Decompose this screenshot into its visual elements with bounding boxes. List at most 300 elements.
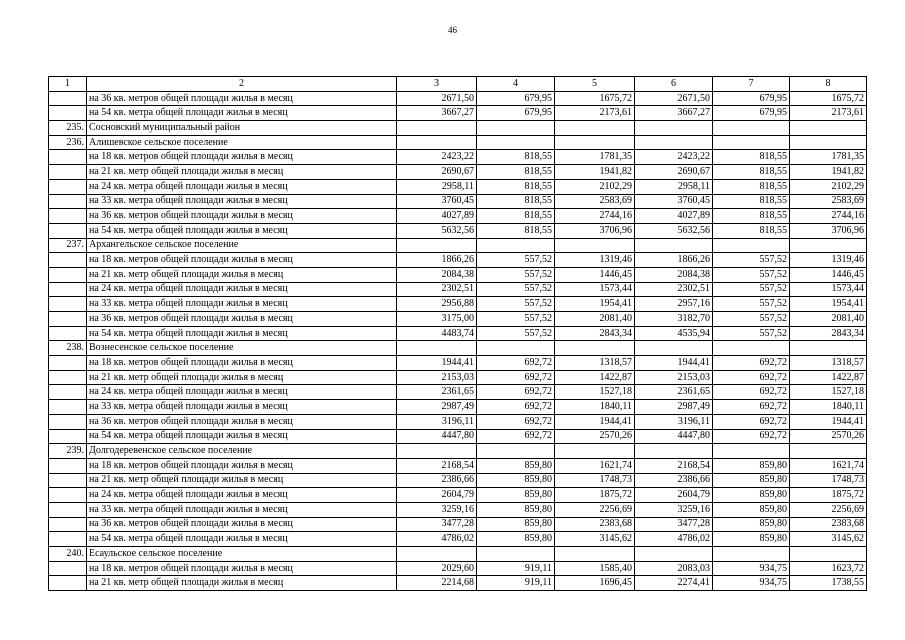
table-section-row bbox=[49, 238, 867, 253]
value-cell-col-4: 859,80 bbox=[477, 458, 555, 473]
row-number-cell bbox=[49, 532, 87, 547]
row-description-cell: на 54 кв. метра общей площади жилья в месяц bbox=[87, 532, 397, 547]
value-cell-col-6: 2958,11 bbox=[635, 179, 713, 194]
row-number-cell bbox=[49, 429, 87, 444]
row-number-cell bbox=[49, 282, 87, 297]
value-cell-col-3 bbox=[397, 135, 477, 150]
table-row bbox=[49, 473, 867, 488]
value-cell-col-5: 2583,69 bbox=[555, 194, 635, 209]
value-cell-col-6: 2274,41 bbox=[635, 576, 713, 591]
value-cell-col-3: 2153,03 bbox=[397, 370, 477, 385]
value-cell-col-7: 692,72 bbox=[713, 414, 790, 429]
row-number-cell bbox=[49, 150, 87, 165]
row-description-cell: на 21 кв. метр общей площади жилья в месяц bbox=[87, 267, 397, 282]
value-cell-col-6: 2987,49 bbox=[635, 400, 713, 415]
value-cell-col-4: 818,55 bbox=[477, 223, 555, 238]
value-cell-col-3: 3175,00 bbox=[397, 312, 477, 327]
value-cell-col-6 bbox=[635, 547, 713, 562]
row-number-cell bbox=[49, 370, 87, 385]
value-cell-col-4 bbox=[477, 121, 555, 136]
value-cell-col-3: 2671,50 bbox=[397, 91, 477, 106]
row-number-cell bbox=[49, 517, 87, 532]
row-description-cell: на 18 кв. метров общей площади жилья в месяц bbox=[87, 458, 397, 473]
value-cell-col-3: 2302,51 bbox=[397, 282, 477, 297]
value-cell-col-3: 1944,41 bbox=[397, 356, 477, 371]
value-cell-col-7: 859,80 bbox=[713, 517, 790, 532]
row-description-cell: на 18 кв. метров общей площади жилья в месяц bbox=[87, 150, 397, 165]
value-cell-col-7: 934,75 bbox=[713, 576, 790, 591]
row-number-cell bbox=[49, 488, 87, 503]
value-cell-col-8: 1840,11 bbox=[790, 400, 867, 415]
value-cell-col-4: 818,55 bbox=[477, 209, 555, 224]
value-cell-col-3 bbox=[397, 238, 477, 253]
row-number-cell bbox=[49, 297, 87, 312]
value-cell-col-7 bbox=[713, 547, 790, 562]
table-row bbox=[49, 561, 867, 576]
value-cell-col-8: 1318,57 bbox=[790, 356, 867, 371]
table-row bbox=[49, 532, 867, 547]
value-cell-col-5: 2256,69 bbox=[555, 502, 635, 517]
row-number-cell: 235. bbox=[49, 121, 87, 136]
value-cell-col-3: 2361,65 bbox=[397, 385, 477, 400]
row-number-cell bbox=[49, 473, 87, 488]
row-description-cell: на 36 кв. метров общей площади жилья в месяц bbox=[87, 91, 397, 106]
value-cell-col-3: 3477,28 bbox=[397, 517, 477, 532]
value-cell-col-4 bbox=[477, 444, 555, 459]
value-cell-col-8: 1446,45 bbox=[790, 267, 867, 282]
value-cell-col-4: 557,52 bbox=[477, 297, 555, 312]
value-cell-col-7: 692,72 bbox=[713, 429, 790, 444]
row-number-cell bbox=[49, 326, 87, 341]
value-cell-col-4: 557,52 bbox=[477, 253, 555, 268]
value-cell-col-7 bbox=[713, 121, 790, 136]
row-description-cell: на 33 кв. метра общей площади жилья в месяц bbox=[87, 194, 397, 209]
column-header-4: 4 bbox=[477, 77, 555, 92]
value-cell-col-5: 1675,72 bbox=[555, 91, 635, 106]
value-cell-col-7: 859,80 bbox=[713, 488, 790, 503]
value-cell-col-7: 557,52 bbox=[713, 253, 790, 268]
value-cell-col-5: 1840,11 bbox=[555, 400, 635, 415]
value-cell-col-6: 5632,56 bbox=[635, 223, 713, 238]
table-row bbox=[49, 429, 867, 444]
value-cell-col-8: 1954,41 bbox=[790, 297, 867, 312]
value-cell-col-4: 679,95 bbox=[477, 91, 555, 106]
value-cell-col-3: 5632,56 bbox=[397, 223, 477, 238]
value-cell-col-6: 4786,02 bbox=[635, 532, 713, 547]
value-cell-col-3: 3196,11 bbox=[397, 414, 477, 429]
value-cell-col-4: 692,72 bbox=[477, 414, 555, 429]
value-cell-col-4: 557,52 bbox=[477, 282, 555, 297]
value-cell-col-5: 2744,16 bbox=[555, 209, 635, 224]
value-cell-col-3 bbox=[397, 444, 477, 459]
row-description-cell: на 54 кв. метра общей площади жилья в месяц bbox=[87, 429, 397, 444]
row-description-cell: на 18 кв. метров общей площади жилья в месяц bbox=[87, 356, 397, 371]
value-cell-col-7 bbox=[713, 135, 790, 150]
row-number-cell bbox=[49, 179, 87, 194]
row-number-cell bbox=[49, 194, 87, 209]
value-cell-col-7 bbox=[713, 341, 790, 356]
value-cell-col-3: 3259,16 bbox=[397, 502, 477, 517]
table-row bbox=[49, 150, 867, 165]
value-cell-col-8: 2102,29 bbox=[790, 179, 867, 194]
value-cell-col-7: 818,55 bbox=[713, 150, 790, 165]
row-description-cell: Долгодеревенское сельское поселение bbox=[87, 444, 397, 459]
row-description-cell: на 24 кв. метра общей площади жилья в месяц bbox=[87, 385, 397, 400]
page-number: 46 bbox=[448, 25, 457, 35]
value-cell-col-8: 2383,68 bbox=[790, 517, 867, 532]
value-cell-col-6 bbox=[635, 135, 713, 150]
row-number-cell bbox=[49, 91, 87, 106]
value-cell-col-6: 2690,67 bbox=[635, 165, 713, 180]
row-number-cell bbox=[49, 267, 87, 282]
value-cell-col-6 bbox=[635, 444, 713, 459]
value-cell-col-6: 2084,38 bbox=[635, 267, 713, 282]
value-cell-col-8 bbox=[790, 547, 867, 562]
value-cell-col-6: 2386,66 bbox=[635, 473, 713, 488]
value-cell-col-5: 1954,41 bbox=[555, 297, 635, 312]
value-cell-col-8: 1422,87 bbox=[790, 370, 867, 385]
value-cell-col-4: 818,55 bbox=[477, 179, 555, 194]
value-cell-col-5: 2383,68 bbox=[555, 517, 635, 532]
value-cell-col-7: 692,72 bbox=[713, 400, 790, 415]
table-row bbox=[49, 370, 867, 385]
value-cell-col-6: 2361,65 bbox=[635, 385, 713, 400]
value-cell-col-3: 3667,27 bbox=[397, 106, 477, 121]
row-number-cell bbox=[49, 106, 87, 121]
value-cell-col-6: 2671,50 bbox=[635, 91, 713, 106]
row-description-cell: на 36 кв. метров общей площади жилья в месяц bbox=[87, 209, 397, 224]
value-cell-col-4 bbox=[477, 341, 555, 356]
value-cell-col-3 bbox=[397, 121, 477, 136]
value-cell-col-4: 859,80 bbox=[477, 488, 555, 503]
row-description-cell: на 18 кв. метров общей площади жилья в месяц bbox=[87, 253, 397, 268]
value-cell-col-3: 4027,89 bbox=[397, 209, 477, 224]
value-cell-col-4: 692,72 bbox=[477, 385, 555, 400]
tariff-table bbox=[48, 76, 867, 591]
value-cell-col-5 bbox=[555, 547, 635, 562]
row-description-cell: Алишевское сельское поселение bbox=[87, 135, 397, 150]
value-cell-col-6 bbox=[635, 238, 713, 253]
table-section-row bbox=[49, 341, 867, 356]
row-number-cell bbox=[49, 385, 87, 400]
column-header-1: 1 bbox=[49, 77, 87, 92]
row-number-cell: 237. bbox=[49, 238, 87, 253]
value-cell-col-5 bbox=[555, 444, 635, 459]
value-cell-col-8: 1621,74 bbox=[790, 458, 867, 473]
value-cell-col-4 bbox=[477, 547, 555, 562]
value-cell-col-4: 692,72 bbox=[477, 429, 555, 444]
value-cell-col-6: 3196,11 bbox=[635, 414, 713, 429]
value-cell-col-5: 1944,41 bbox=[555, 414, 635, 429]
value-cell-col-3: 2958,11 bbox=[397, 179, 477, 194]
row-description-cell: на 18 кв. метров общей площади жилья в месяц bbox=[87, 561, 397, 576]
value-cell-col-3: 2084,38 bbox=[397, 267, 477, 282]
value-cell-col-3 bbox=[397, 547, 477, 562]
value-cell-col-6: 2423,22 bbox=[635, 150, 713, 165]
value-cell-col-6: 3760,45 bbox=[635, 194, 713, 209]
value-cell-col-7: 859,80 bbox=[713, 502, 790, 517]
value-cell-col-4: 557,52 bbox=[477, 267, 555, 282]
value-cell-col-3 bbox=[397, 341, 477, 356]
value-cell-col-8: 1941,82 bbox=[790, 165, 867, 180]
value-cell-col-5: 1621,74 bbox=[555, 458, 635, 473]
row-description-cell: на 21 кв. метр общей площади жилья в месяц bbox=[87, 576, 397, 591]
value-cell-col-4: 919,11 bbox=[477, 576, 555, 591]
row-description-cell: на 54 кв. метра общей площади жилья в месяц bbox=[87, 106, 397, 121]
value-cell-col-5: 1875,72 bbox=[555, 488, 635, 503]
row-description-cell: на 21 кв. метр общей площади жилья в месяц bbox=[87, 370, 397, 385]
value-cell-col-4: 557,52 bbox=[477, 312, 555, 327]
value-cell-col-5: 1318,57 bbox=[555, 356, 635, 371]
value-cell-col-5: 1573,44 bbox=[555, 282, 635, 297]
value-cell-col-7: 818,55 bbox=[713, 209, 790, 224]
table-row bbox=[49, 165, 867, 180]
value-cell-col-7: 692,72 bbox=[713, 370, 790, 385]
row-description-cell: на 54 кв. метра общей площади жилья в месяц bbox=[87, 326, 397, 341]
row-number-cell bbox=[49, 209, 87, 224]
table-row bbox=[49, 194, 867, 209]
table-row bbox=[49, 91, 867, 106]
table-row bbox=[49, 209, 867, 224]
value-cell-col-4: 557,52 bbox=[477, 326, 555, 341]
value-cell-col-3: 4447,80 bbox=[397, 429, 477, 444]
row-description-cell: на 21 кв. метр общей площади жилья в месяц bbox=[87, 473, 397, 488]
table-row bbox=[49, 297, 867, 312]
value-cell-col-8: 1748,73 bbox=[790, 473, 867, 488]
value-cell-col-6: 3477,28 bbox=[635, 517, 713, 532]
row-number-cell bbox=[49, 165, 87, 180]
value-cell-col-7: 557,52 bbox=[713, 297, 790, 312]
value-cell-col-3: 2690,67 bbox=[397, 165, 477, 180]
value-cell-col-8: 2081,40 bbox=[790, 312, 867, 327]
value-cell-col-6: 2957,16 bbox=[635, 297, 713, 312]
row-description-cell: на 54 кв. метра общей площади жилья в месяц bbox=[87, 223, 397, 238]
value-cell-col-4: 679,95 bbox=[477, 106, 555, 121]
value-cell-col-3: 2423,22 bbox=[397, 150, 477, 165]
table-row bbox=[49, 282, 867, 297]
value-cell-col-4: 859,80 bbox=[477, 517, 555, 532]
value-cell-col-8: 1675,72 bbox=[790, 91, 867, 106]
value-cell-col-4: 859,80 bbox=[477, 502, 555, 517]
value-cell-col-7: 818,55 bbox=[713, 179, 790, 194]
value-cell-col-6: 2604,79 bbox=[635, 488, 713, 503]
column-header-5: 5 bbox=[555, 77, 635, 92]
value-cell-col-7: 679,95 bbox=[713, 106, 790, 121]
table-section-row bbox=[49, 547, 867, 562]
value-cell-col-6: 2153,03 bbox=[635, 370, 713, 385]
value-cell-col-5: 1422,87 bbox=[555, 370, 635, 385]
table-row bbox=[49, 326, 867, 341]
value-cell-col-7: 557,52 bbox=[713, 312, 790, 327]
value-cell-col-3: 4483,74 bbox=[397, 326, 477, 341]
value-cell-col-3: 3760,45 bbox=[397, 194, 477, 209]
value-cell-col-8: 1738,55 bbox=[790, 576, 867, 591]
value-cell-col-7 bbox=[713, 444, 790, 459]
table-row bbox=[49, 356, 867, 371]
value-cell-col-5: 2173,61 bbox=[555, 106, 635, 121]
value-cell-col-5: 2102,29 bbox=[555, 179, 635, 194]
value-cell-col-3: 1866,26 bbox=[397, 253, 477, 268]
value-cell-col-4 bbox=[477, 238, 555, 253]
row-number-cell bbox=[49, 414, 87, 429]
value-cell-col-8: 1623,72 bbox=[790, 561, 867, 576]
value-cell-col-3: 2604,79 bbox=[397, 488, 477, 503]
value-cell-col-5: 3145,62 bbox=[555, 532, 635, 547]
value-cell-col-4: 859,80 bbox=[477, 532, 555, 547]
table-row bbox=[49, 267, 867, 282]
value-cell-col-3: 2168,54 bbox=[397, 458, 477, 473]
value-cell-col-6: 4027,89 bbox=[635, 209, 713, 224]
table-row bbox=[49, 488, 867, 503]
value-cell-col-4: 692,72 bbox=[477, 356, 555, 371]
value-cell-col-6: 3259,16 bbox=[635, 502, 713, 517]
value-cell-col-8 bbox=[790, 135, 867, 150]
value-cell-col-5 bbox=[555, 135, 635, 150]
row-number-cell: 236. bbox=[49, 135, 87, 150]
value-cell-col-5: 1781,35 bbox=[555, 150, 635, 165]
value-cell-col-6: 2302,51 bbox=[635, 282, 713, 297]
value-cell-col-7: 557,52 bbox=[713, 267, 790, 282]
value-cell-col-8: 2570,26 bbox=[790, 429, 867, 444]
value-cell-col-5: 2843,34 bbox=[555, 326, 635, 341]
value-cell-col-7: 692,72 bbox=[713, 356, 790, 371]
value-cell-col-6: 2083,03 bbox=[635, 561, 713, 576]
value-cell-col-5: 2081,40 bbox=[555, 312, 635, 327]
row-number-cell bbox=[49, 400, 87, 415]
value-cell-col-4: 818,55 bbox=[477, 194, 555, 209]
value-cell-col-6 bbox=[635, 121, 713, 136]
row-description-cell: на 33 кв. метра общей площади жилья в месяц bbox=[87, 400, 397, 415]
value-cell-col-5 bbox=[555, 341, 635, 356]
value-cell-col-4: 859,80 bbox=[477, 473, 555, 488]
value-cell-col-6: 3667,27 bbox=[635, 106, 713, 121]
value-cell-col-6: 1944,41 bbox=[635, 356, 713, 371]
value-cell-col-8: 2583,69 bbox=[790, 194, 867, 209]
row-description-cell: на 24 кв. метра общей площади жилья в месяц bbox=[87, 488, 397, 503]
value-cell-col-5 bbox=[555, 238, 635, 253]
row-description-cell: на 24 кв. метра общей площади жилья в месяц bbox=[87, 179, 397, 194]
value-cell-col-8: 2256,69 bbox=[790, 502, 867, 517]
row-description-cell: Архангельское сельское поселение bbox=[87, 238, 397, 253]
value-cell-col-7: 557,52 bbox=[713, 282, 790, 297]
value-cell-col-7 bbox=[713, 238, 790, 253]
value-cell-col-3: 4786,02 bbox=[397, 532, 477, 547]
column-header-8: 8 bbox=[790, 77, 867, 92]
table-row bbox=[49, 576, 867, 591]
value-cell-col-7: 859,80 bbox=[713, 458, 790, 473]
value-cell-col-6: 3182,70 bbox=[635, 312, 713, 327]
value-cell-col-6 bbox=[635, 341, 713, 356]
table-row bbox=[49, 385, 867, 400]
table-row bbox=[49, 253, 867, 268]
value-cell-col-7: 818,55 bbox=[713, 165, 790, 180]
value-cell-col-8: 2173,61 bbox=[790, 106, 867, 121]
value-cell-col-4: 692,72 bbox=[477, 400, 555, 415]
value-cell-col-8: 1527,18 bbox=[790, 385, 867, 400]
value-cell-col-7: 679,95 bbox=[713, 91, 790, 106]
row-description-cell: на 21 кв. метр общей площади жилья в месяц bbox=[87, 165, 397, 180]
column-header-7: 7 bbox=[713, 77, 790, 92]
row-description-cell: на 24 кв. метра общей площади жилья в месяц bbox=[87, 282, 397, 297]
value-cell-col-3: 2214,68 bbox=[397, 576, 477, 591]
table-body bbox=[49, 77, 867, 591]
table-row bbox=[49, 414, 867, 429]
column-header-2: 2 bbox=[87, 77, 397, 92]
value-cell-col-4: 818,55 bbox=[477, 150, 555, 165]
column-header-6: 6 bbox=[635, 77, 713, 92]
table-section-row bbox=[49, 444, 867, 459]
row-number-cell bbox=[49, 312, 87, 327]
table-row bbox=[49, 400, 867, 415]
value-cell-col-7: 818,55 bbox=[713, 194, 790, 209]
value-cell-col-7: 859,80 bbox=[713, 532, 790, 547]
value-cell-col-6: 1866,26 bbox=[635, 253, 713, 268]
column-header-3: 3 bbox=[397, 77, 477, 92]
value-cell-col-8: 1781,35 bbox=[790, 150, 867, 165]
row-description-cell: на 36 кв. метров общей площади жилья в месяц bbox=[87, 414, 397, 429]
value-cell-col-6: 2168,54 bbox=[635, 458, 713, 473]
row-description-cell: на 36 кв. метров общей площади жилья в месяц bbox=[87, 312, 397, 327]
value-cell-col-3: 2386,66 bbox=[397, 473, 477, 488]
value-cell-col-7: 818,55 bbox=[713, 223, 790, 238]
column-number-row bbox=[49, 77, 867, 92]
row-number-cell bbox=[49, 458, 87, 473]
table-row bbox=[49, 458, 867, 473]
value-cell-col-8: 1319,46 bbox=[790, 253, 867, 268]
value-cell-col-6: 4447,80 bbox=[635, 429, 713, 444]
value-cell-col-5: 1585,40 bbox=[555, 561, 635, 576]
row-number-cell bbox=[49, 502, 87, 517]
table-row bbox=[49, 106, 867, 121]
value-cell-col-8: 1573,44 bbox=[790, 282, 867, 297]
table-section-row bbox=[49, 121, 867, 136]
value-cell-col-5: 1319,46 bbox=[555, 253, 635, 268]
value-cell-col-5: 2570,26 bbox=[555, 429, 635, 444]
value-cell-col-8: 2843,34 bbox=[790, 326, 867, 341]
value-cell-col-5: 1696,45 bbox=[555, 576, 635, 591]
value-cell-col-4: 919,11 bbox=[477, 561, 555, 576]
value-cell-col-4 bbox=[477, 135, 555, 150]
value-cell-col-5: 3706,96 bbox=[555, 223, 635, 238]
value-cell-col-8: 1944,41 bbox=[790, 414, 867, 429]
table-row bbox=[49, 312, 867, 327]
table-row bbox=[49, 517, 867, 532]
value-cell-col-8 bbox=[790, 341, 867, 356]
row-description-cell: на 33 кв. метра общей площади жилья в месяц bbox=[87, 297, 397, 312]
value-cell-col-3: 2029,60 bbox=[397, 561, 477, 576]
row-number-cell bbox=[49, 253, 87, 268]
table-row bbox=[49, 223, 867, 238]
value-cell-col-5: 1446,45 bbox=[555, 267, 635, 282]
table-row bbox=[49, 502, 867, 517]
value-cell-col-8 bbox=[790, 444, 867, 459]
row-number-cell bbox=[49, 561, 87, 576]
value-cell-col-4: 818,55 bbox=[477, 165, 555, 180]
value-cell-col-8: 1875,72 bbox=[790, 488, 867, 503]
table-row bbox=[49, 179, 867, 194]
row-description-cell: Есаульское сельское поселение bbox=[87, 547, 397, 562]
value-cell-col-7: 859,80 bbox=[713, 473, 790, 488]
value-cell-col-6: 4535,94 bbox=[635, 326, 713, 341]
value-cell-col-3: 2956,88 bbox=[397, 297, 477, 312]
row-number-cell: 239. bbox=[49, 444, 87, 459]
value-cell-col-8 bbox=[790, 238, 867, 253]
value-cell-col-3: 2987,49 bbox=[397, 400, 477, 415]
value-cell-col-5: 1527,18 bbox=[555, 385, 635, 400]
row-number-cell: 240. bbox=[49, 547, 87, 562]
value-cell-col-5: 1941,82 bbox=[555, 165, 635, 180]
row-description-cell: на 33 кв. метра общей площади жилья в месяц bbox=[87, 502, 397, 517]
